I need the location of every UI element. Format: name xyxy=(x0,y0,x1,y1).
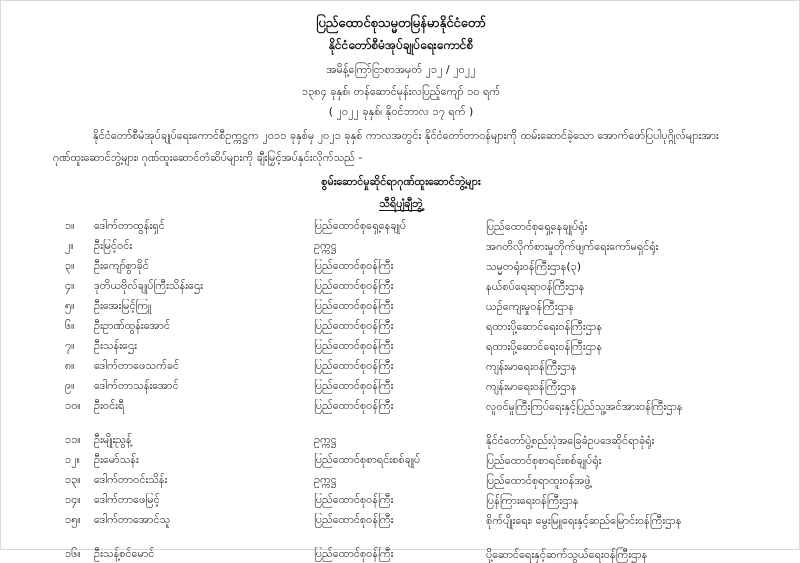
item-name: ဒုတိယဗိုလ်ချုပ်ကြီးသိန်းဌေး xyxy=(94,279,203,292)
item-position: ပြည်ထောင်စုဝန်ကြီး xyxy=(314,513,394,526)
item-number: ၅။ xyxy=(65,299,75,312)
item-ministry: ကျန်းမာရေးဝန်ကြီးဌာန xyxy=(486,360,577,373)
item-ministry: နယ်စပ်ရေးရာဝန်ကြီးဌာန xyxy=(486,280,585,293)
item-number: ၁၀။ xyxy=(65,399,81,412)
item-number: ၉။ xyxy=(65,379,75,392)
item-ministry: ပြည်ထောင်စုရှေ့နေချုပ်ရုံး xyxy=(486,220,588,233)
item-number: ၆။ xyxy=(65,319,75,332)
item-position: ဥက္ကဋ္ဌ xyxy=(314,433,337,446)
item-name: ဦးမြင့်ဝင်း xyxy=(94,239,133,252)
intro-paragraph: နိုင်ငံတော်စီမံအုပ်ချုပ်ရေးကောင်စီဥက္ကဋ္ဌက ၂၀၁၁ ခုနှစ်မှ ၂၀၂၁ ခုနှစ် ကာလအတွင်း နိုင်ငံတော်တာဝန်များကို ထမ်းဆောင်ခဲ့သော အောက်ဖော်ပြပါပုဂ္ဂိုလ်များအား ဂုဏ်ထူးဆောင်ဘွဲ့များ၊ ဂုဏ်ထူးဆောင်တံဆိပ်များကို ချီးမြှင့်အပ်နှင်းလိုက်သည် - xyxy=(53,129,719,164)
item-ministry: ကျန်းမာရေးဝန်ကြီးဌာန xyxy=(486,380,577,393)
item-number: ၃။ xyxy=(65,259,75,272)
item-ministry: ပြည်ထောင်စုစာရင်းစစ်ချုပ်ရုံး xyxy=(486,454,602,467)
item-name: ဦးသန်းဌေး xyxy=(94,339,137,352)
item-number: ၁၂။ xyxy=(65,453,80,466)
item-number: ၁၃။ xyxy=(65,473,81,486)
gregorian-date: ( ၂၀၂၂ ခုနှစ်၊ နိုဝင်ဘာလ ၁၇ ရက် ) xyxy=(328,105,474,118)
item-ministry: ရထားပို့ဆောင်ရေးဝန်ကြီးဌာန xyxy=(486,340,603,353)
item-ministry: သမ္မတရုံးဝန်ကြီးဌာန(၃) xyxy=(486,260,582,273)
item-number: ၁၆။ xyxy=(65,547,81,560)
item-position: ဥက္ကဋ္ဌ xyxy=(314,239,337,252)
item-position: ပြည်ထောင်စုဝန်ကြီး xyxy=(314,547,394,560)
item-number: ၁၅။ xyxy=(65,513,81,526)
item-number: ၁၄။ xyxy=(65,493,81,506)
item-name: ဒေါက်တာထွန်းရှင် xyxy=(94,219,165,232)
item-position: ပြည်ထောင်စုဝန်ကြီး xyxy=(314,359,394,372)
item-name: ဦးဥာဏ်ထွန်းအောင် xyxy=(94,319,170,332)
item-number: ၁၁။ xyxy=(65,433,81,446)
item-ministry: နိုင်ငံတော်ပွဲ့စည်းပုံအခြေခံဥပဒေဆိုင်ရာခုံရုံး xyxy=(486,434,655,447)
item-number: ၂။ xyxy=(65,239,74,252)
item-name: ဦးမျိုးညွန့် xyxy=(94,433,132,446)
myanmar-date: ၁၃၈၄ ခုနှစ်၊ တန်ဆောင်မုန်းလပြည့်ကျော် ၁၀ ရက် xyxy=(301,85,501,98)
item-number: ၁။ xyxy=(65,219,75,232)
item-ministry: အဂတိလိုက်စားမှုတိုက်ဖျက်ရေးကော်မရှင်ရုံး xyxy=(486,240,659,253)
item-ministry: စိုက်ပျိုးရေး၊ မွေးမြူရေးနှင့်ဆည်မြောင်းဝန်ကြီးဌာန xyxy=(486,514,682,527)
item-position: ဥက္ကဋ္ဌ xyxy=(314,473,337,486)
council-title: နိုင်ငံတော်စီမံအုပ်ချုပ်ရေးကောင်စီ xyxy=(328,38,474,52)
subsection-title xyxy=(1,197,800,213)
item-name: ဒေါက်တာသန်းအောင် xyxy=(94,379,179,392)
item-position: ပြည်ထောင်စုဝန်ကြီး xyxy=(314,259,394,272)
item-name: ဦးဝင်းရီ xyxy=(94,399,125,412)
item-position: ပြည်ထောင်စုစာရင်းစစ်ချုပ် xyxy=(314,453,421,466)
item-position: ပြည်ထောင်စုဝန်ကြီး xyxy=(314,399,394,412)
order-number: အမိန့်ကြော်ငြာစာအမှတ် ၂၁၂ / ၂၀၂၂ xyxy=(326,63,476,76)
subsection-title-text: သီရိပျံချီဘွဲ့ xyxy=(379,197,423,210)
item-name: ဒေါက်တာဖေမြင့် xyxy=(94,493,160,506)
item-ministry: ပြန်ကြားရေးဝန်ကြီးဌာန xyxy=(486,494,579,507)
item-position: ပြည်ထောင်စုရှေ့နေချုပ် xyxy=(314,219,407,232)
item-number: ၈။ xyxy=(65,359,75,372)
item-name: ဦးအေးမြင့်ကြူ xyxy=(94,299,152,312)
item-position: ပြည်ထောင်စုဝန်ကြီး xyxy=(314,319,394,332)
item-ministry: ရထားပို့ဆောင်ရေးဝန်ကြီးဌာန xyxy=(486,320,603,333)
item-name: ဦးမော်သန်း xyxy=(94,453,139,466)
item-number: ၇။ xyxy=(65,339,75,352)
item-name: ဒေါက်တာဝင်းသိန်း xyxy=(94,473,168,486)
item-ministry: ပြည်ထောင်စုရာထူးဝန်အဖွဲ့ xyxy=(486,474,591,487)
item-position: ပြည်ထောင်စုဝန်ကြီး xyxy=(314,299,394,312)
item-position: ပြည်ထောင်စုဝန်ကြီး xyxy=(314,379,394,392)
item-number: ၄။ xyxy=(65,279,75,292)
item-name: ဦးသန့်စင်မောင် xyxy=(94,547,155,560)
item-name: ဦးကျော်စွာခိုင် xyxy=(94,259,149,272)
country-title: ပြည်ထောင်စုသမ္မတမြန်မာနိုင်ငံတော် xyxy=(316,16,486,31)
item-ministry: လူဝင်မှုကြီးကြပ်ရေးနှင့်ပြည်သူ့အင်အားဝန်ကြီးဌာန xyxy=(486,400,683,413)
item-ministry: ပို့ဆောင်ရေးနှင့်ဆက်သွယ်ရေးဝန်ကြီးဌာန xyxy=(486,548,648,561)
item-name: ဒေါက်တာအောင်သူ xyxy=(94,513,171,526)
item-position: ပြည်ထောင်စုဝန်ကြီး xyxy=(314,493,394,506)
item-position: ပြည်ထောင်စုဝန်ကြီး xyxy=(314,339,394,352)
item-position: ပြည်ထောင်စုဝန်ကြီး xyxy=(314,279,394,292)
section-title: စွမ်းဆောင်မှုဆိုင်ရာဂုဏ်ထူးဆောင်ဘွဲ့များ xyxy=(321,175,481,188)
item-ministry: ယဉ်ကျေးမှုဝန်ကြီးဌာန xyxy=(486,300,574,313)
item-name: ဒေါက်တာဖေသက်ခင် xyxy=(94,359,180,372)
